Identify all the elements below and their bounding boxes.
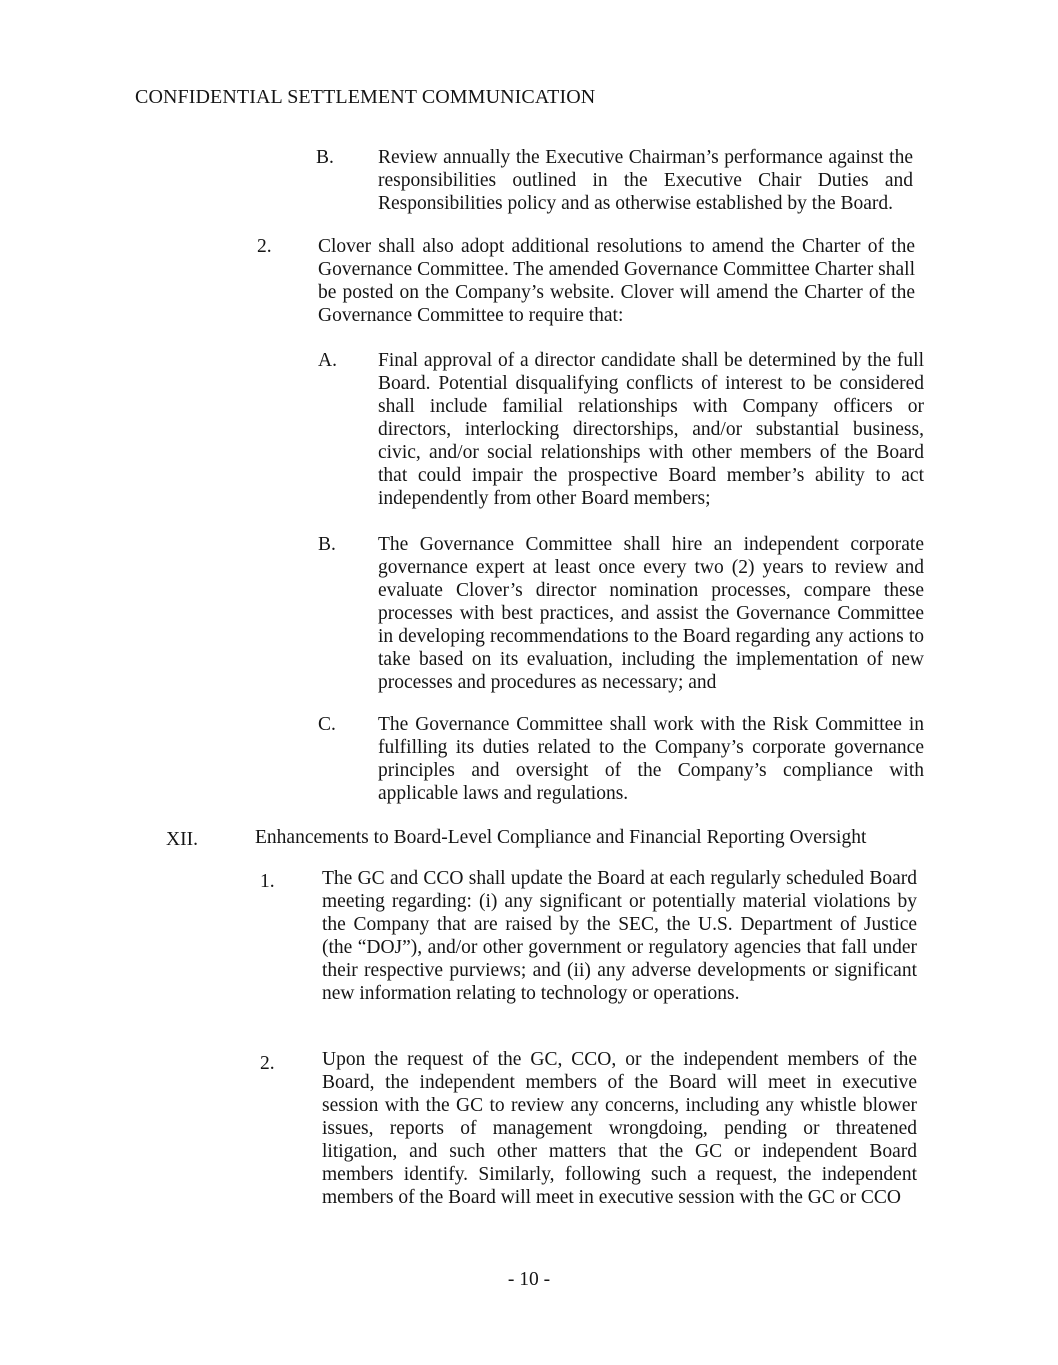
item-marker: B. (318, 534, 336, 555)
paragraph: Clover shall also adopt additional resolutions to amend the Charter of the Governance Committee. The amended Governance Committee Charter shall be posted on the Company’s website. Clover will amend the Charter of the Governance Committee to require that: (318, 236, 915, 326)
paragraph: The Governance Committee shall work with the Risk Committee in fulfilling its duties related to the Company’s corporate governance principles and oversight of the Company’s compliance with applicable laws and regulations. (378, 714, 924, 804)
paragraph: Upon the request of the GC, CCO, or the independent members of the Board, the independent members of the Board will meet in executive session with the GC to review any concerns, including any whistle blower issues, reports of management wrongdoing, pending or threatened litigation, and such other matters that the GC or independent Board members identify. Similarly, following such a request, the independent members of the Board will meet in executive session with the GC or CCO (322, 1049, 917, 1208)
item-marker: 2. (257, 236, 272, 257)
section-title: Enhancements to Board-Level Compliance and Financial Reporting Oversight (255, 827, 867, 848)
paragraph: The GC and CCO shall update the Board at each regularly scheduled Board meeting regarding: (i) any significant or potentially material violations by the Company that are raised by the SEC, the U.S. Department of Justice (the “DOJ”), and/or other government or regulatory agencies that fall under their respective purviews; and (ii) any adverse developments or significant new information relating to technology or operations. (322, 868, 917, 1004)
item-marker: A. (318, 350, 337, 371)
item-marker: B. (316, 147, 334, 168)
paragraph: Final approval of a director candidate shall be determined by the full Board. Potential disqualifying conflicts of interest to be considered shall include familial relationships with Company officers or directors, interlocking directorships, and/or substantial business, civic, and/or social relationships with other members of the Board that could impair the prospective Board member’s ability to act independently from other Board members; (378, 350, 924, 509)
section-number: XII. (166, 829, 198, 850)
item-marker: 2. (260, 1053, 275, 1074)
confidential-header: CONFIDENTIAL SETTLEMENT COMMUNICATION (135, 86, 596, 108)
paragraph: Review annually the Executive Chairman’s performance against the responsibilities outlined in the Executive Chair Duties and Responsibilities policy and as otherwise established by the Board. (378, 147, 913, 214)
paragraph: The Governance Committee shall hire an independent corporate governance expert at least once every two (2) years to review and evaluate Clover’s director nomination processes, compare these processes with best practices, and assist the Governance Committee in developing recommendations to the Board regarding any actions to take based on its evaluation, including the implementation of new processes and procedures as necessary; and (378, 534, 924, 693)
item-marker: C. (318, 714, 336, 735)
page-number: - 10 - (507, 1269, 551, 1290)
item-marker: 1. (260, 871, 275, 892)
